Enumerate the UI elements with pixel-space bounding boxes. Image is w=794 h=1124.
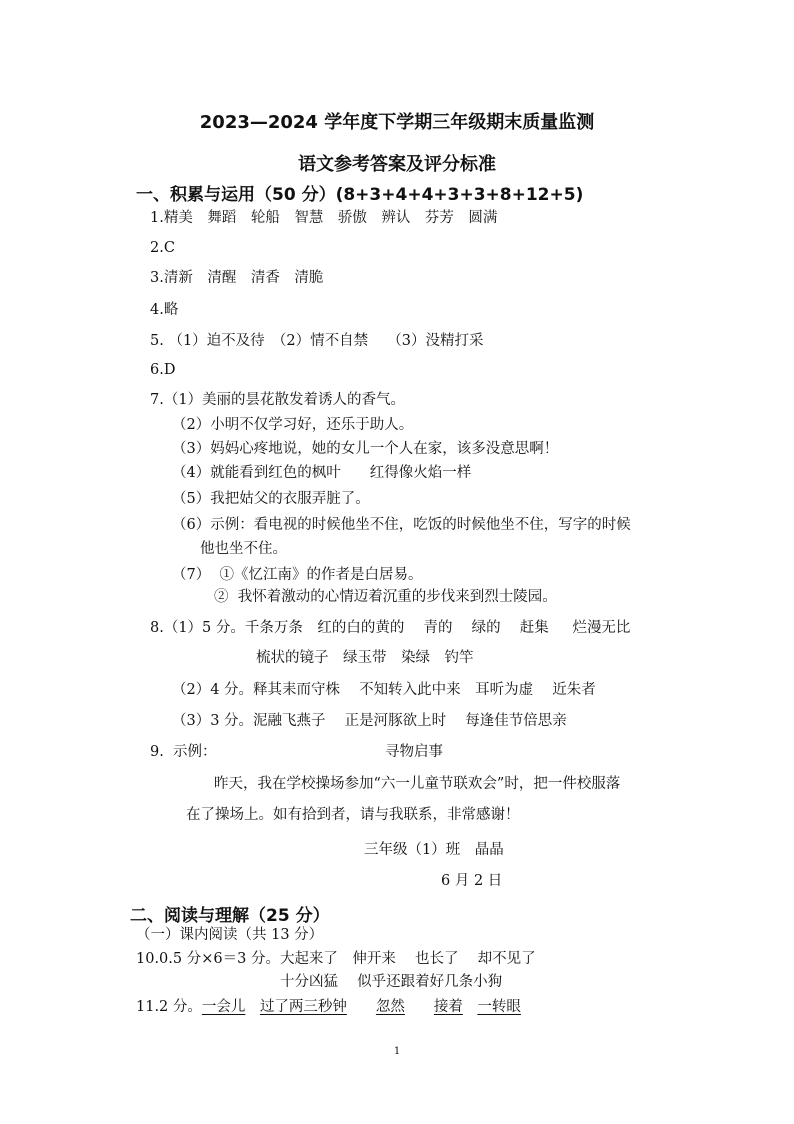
section-1-heading: 一、积累与运用（50 分）(8+3+4+4+3+3+8+12+5) bbox=[136, 185, 584, 205]
notice-signature: 三年级（1）班 晶晶 bbox=[364, 842, 504, 858]
answer-q2: 2.C bbox=[150, 240, 175, 256]
answer-q8-1: 8.（1）5 分。千条万条 红的白的黄的 青的 绿的 赶集 烂漫无比 bbox=[150, 620, 631, 636]
notice-body-line-2: 在了操场上。如有拾到者，请与我联系，非常感谢！ bbox=[186, 807, 520, 823]
answer-q8-3: （3）3 分。泥融飞燕子 正是河豚欲上时 每逢佳节倍思亲 bbox=[172, 713, 567, 729]
answer-q3: 3.清新 清醒 清香 清脆 bbox=[150, 270, 324, 286]
answer-q7-3: （3）妈妈心疼地说，她的女儿一个人在家，该多没意思啊！ bbox=[172, 441, 559, 457]
section-2-heading: 二、阅读与理解（25 分） bbox=[130, 906, 330, 926]
answer-q11-item: 一转眼 bbox=[477, 999, 521, 1015]
answer-q7-5: （5）我把姑父的衣服弄脏了。 bbox=[172, 491, 370, 507]
answer-q1: 1.精美 舞蹈 轮船 智慧 骄傲 辨认 芬芳 圆满 bbox=[150, 210, 498, 226]
answer-q11-item: 过了两三秒钟 bbox=[259, 999, 347, 1015]
notice-title: 寻物启事 bbox=[385, 744, 443, 760]
answer-q7-7: （7） ①《忆江南》的作者是白居易。 bbox=[172, 567, 423, 583]
answer-q7-6: （6）示例：看电视的时候他坐不住，吃饭的时候他坐不住，写字的时候 bbox=[172, 517, 631, 533]
document-title: 2023—2024 学年度下学期三年级期末质量监测 bbox=[199, 112, 595, 133]
answer-q9-label: 9. 示例： bbox=[150, 744, 217, 760]
answer-q7-4: （4）就能看到红色的枫叶 红得像火焰一样 bbox=[172, 465, 472, 481]
answer-q7-1: 7.（1）美丽的昙花散发着诱人的香气。 bbox=[150, 392, 406, 408]
answer-q11-item: 接着 bbox=[433, 999, 463, 1015]
notice-body-line-1: 昨天，我在学校操场参加“六一儿童节联欢会”时，把一件校服落 bbox=[214, 776, 621, 792]
answer-q4: 4.略 bbox=[150, 302, 179, 318]
answer-q5: 5. （1）迫不及待 （2）情不自禁 （3）没精打采 bbox=[150, 333, 484, 349]
notice-date: 6 月 2 日 bbox=[441, 873, 503, 889]
answer-q7-7-cont: ② 我怀着激动的心情迈着沉重的步伐来到烈士陵园。 bbox=[214, 589, 557, 605]
section-2-part-1: （一）课内阅读（共 13 分） bbox=[136, 927, 324, 943]
answer-q11 bbox=[136, 998, 521, 1016]
answer-q11-item: 一会儿 bbox=[201, 999, 246, 1015]
document-subtitle: 语文参考答案及评分标准 bbox=[298, 154, 496, 175]
answer-q11-item: 忽然 bbox=[375, 999, 405, 1015]
answer-q8-2: （2）4 分。释其耒而守株 不知转入此中来 耳听为虚 近朱者 bbox=[172, 682, 596, 698]
answer-q10: 10.0.5 分×6＝3 分。大起来了 伸开来 也长了 却不见了 bbox=[136, 951, 536, 967]
answer-q7-2: （2）小明不仅学习好，还乐于助人。 bbox=[172, 417, 414, 433]
answer-q10-cont: 十分凶猛 似乎还跟着好几条小狗 bbox=[280, 974, 503, 990]
answer-q7-6-cont: 他也坐不住。 bbox=[200, 541, 287, 557]
page-number: 1 bbox=[393, 1046, 401, 1057]
answer-q8-1-cont: 梳状的镜子 绿玉带 染绿 钓竿 bbox=[256, 650, 474, 666]
answer-q6: 6.D bbox=[150, 362, 176, 378]
answer-q11-prefix: 11.2 分。 bbox=[136, 999, 202, 1015]
